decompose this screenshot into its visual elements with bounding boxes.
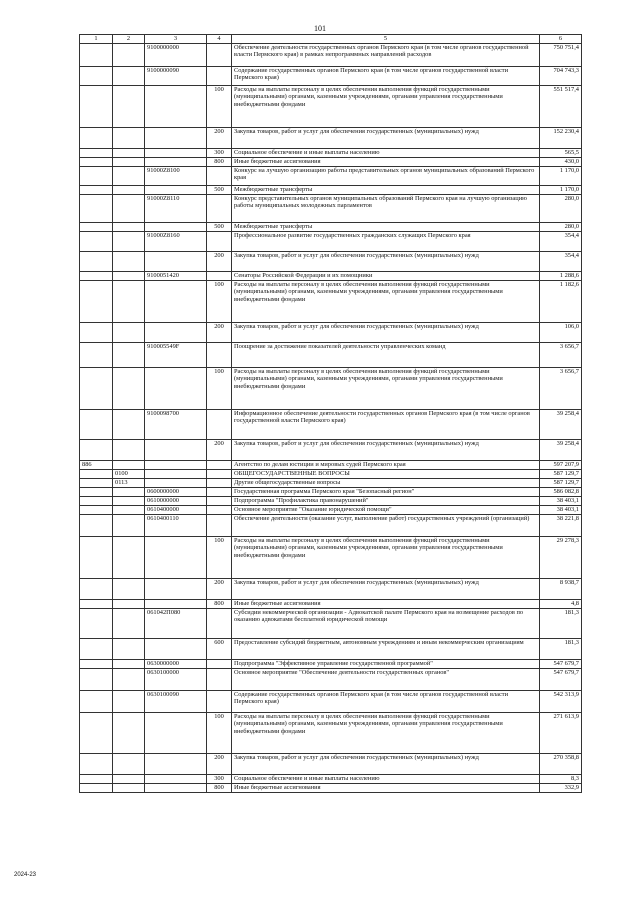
expense-type-cell: 300 (207, 774, 232, 783)
expense-type-cell (207, 271, 232, 280)
amount-cell: 39 258,4 (540, 439, 582, 460)
admin-code-cell (80, 608, 113, 638)
section-code-cell: 0113 (113, 478, 145, 487)
expense-type-cell: 200 (207, 439, 232, 460)
amount-cell: 1 170,0 (540, 185, 582, 194)
target-article-cell: 9100000090 (145, 66, 207, 85)
admin-code-cell (80, 668, 113, 690)
admin-code-cell (80, 148, 113, 157)
section-code-cell (113, 712, 145, 753)
description-cell: Закупка товаров, работ и услуг для обеспечения государственных (муниципальных) нужд (232, 322, 540, 342)
section-code-cell (113, 774, 145, 783)
amount-cell: 547 679,7 (540, 659, 582, 668)
admin-code-cell (80, 439, 113, 460)
description-cell: Социальное обеспечение и иные выплаты населению (232, 774, 540, 783)
table-row (80, 753, 582, 774)
expense-type-cell: 800 (207, 599, 232, 608)
description-cell: Поощрение за достижение показателей деятельности управленческих команд (232, 342, 540, 367)
section-code-cell (113, 514, 145, 536)
admin-code-cell (80, 85, 113, 127)
table-row (80, 409, 582, 439)
target-article-cell: 91000Z8110 (145, 194, 207, 222)
expense-type-cell: 100 (207, 536, 232, 578)
section-code-cell (113, 608, 145, 638)
table-row (80, 148, 582, 157)
expense-type-cell (207, 496, 232, 505)
section-code-cell (113, 43, 145, 66)
target-article-cell: 0610400110 (145, 514, 207, 536)
target-article-cell (145, 478, 207, 487)
description-cell: Межбюджетные трансферты (232, 222, 540, 231)
description-cell: Расходы на выплаты персоналу в целях обеспечения выполнения функций государственными (муниципальными) органами, казенными учреждениями, органами управления государственными внебюджетными фондами (232, 367, 540, 409)
target-article-cell: 91000Z8100 (145, 166, 207, 185)
section-code-cell (113, 342, 145, 367)
amount-cell: 551 517,4 (540, 85, 582, 127)
expense-type-cell: 200 (207, 251, 232, 271)
section-code-cell (113, 536, 145, 578)
target-article-cell: 061042П080 (145, 608, 207, 638)
table-body (80, 43, 582, 792)
admin-code-cell (80, 496, 113, 505)
admin-code-cell (80, 753, 113, 774)
table-row (80, 668, 582, 690)
amount-cell: 181,3 (540, 608, 582, 638)
amount-cell: 565,5 (540, 148, 582, 157)
target-article-cell (145, 157, 207, 166)
admin-code-cell (80, 66, 113, 85)
target-article-cell: 91000Z8160 (145, 231, 207, 251)
table-row (80, 774, 582, 783)
section-code-cell (113, 367, 145, 409)
admin-code-cell (80, 578, 113, 599)
section-code-cell (113, 599, 145, 608)
expense-type-cell (207, 166, 232, 185)
amount-cell: 704 743,3 (540, 66, 582, 85)
target-article-cell: 910005549F (145, 342, 207, 367)
target-article-cell (145, 322, 207, 342)
target-article-cell (145, 460, 207, 469)
admin-code-cell (80, 251, 113, 271)
target-article-cell (145, 185, 207, 194)
amount-cell: 181,3 (540, 638, 582, 659)
admin-code-cell (80, 774, 113, 783)
section-code-cell: 0100 (113, 469, 145, 478)
target-article-cell: 9100051420 (145, 271, 207, 280)
expense-type-cell (207, 690, 232, 712)
description-cell: Закупка товаров, работ и услуг для обеспечения государственных (муниципальных) нужд (232, 578, 540, 599)
target-article-cell: 0610400000 (145, 505, 207, 514)
target-article-cell (145, 536, 207, 578)
expense-type-cell (207, 514, 232, 536)
amount-cell: 270 358,8 (540, 753, 582, 774)
target-article-cell (145, 712, 207, 753)
page-number: 101 (314, 24, 326, 33)
expense-type-cell: 200 (207, 322, 232, 342)
section-code-cell (113, 280, 145, 322)
header-cell: 6 (540, 35, 582, 44)
section-code-cell (113, 222, 145, 231)
section-code-cell (113, 659, 145, 668)
description-cell: Основное мероприятие "Оказание юридической помощи" (232, 505, 540, 514)
admin-code-cell (80, 514, 113, 536)
expense-type-cell: 500 (207, 222, 232, 231)
section-code-cell (113, 496, 145, 505)
target-article-cell (145, 367, 207, 409)
amount-cell: 4,8 (540, 599, 582, 608)
target-article-cell (145, 469, 207, 478)
expense-type-cell: 200 (207, 127, 232, 148)
section-code-cell (113, 578, 145, 599)
budget-table (79, 34, 582, 793)
description-cell: Обеспечение деятельности (оказание услуг, выполнение работ) государственных учреждений (организаций) (232, 514, 540, 536)
section-code-cell (113, 439, 145, 460)
description-cell: Содержание государственных органов Пермского края (в том числе органов государственной власти Пермского края) (232, 66, 540, 85)
target-article-cell (145, 753, 207, 774)
admin-code-cell (80, 127, 113, 148)
amount-cell: 354,4 (540, 231, 582, 251)
description-cell: Расходы на выплаты персоналу в целях обеспечения выполнения функций государственными (муниципальными) органами, казенными учреждениями, органами управления государственными внебюджетными фондами (232, 85, 540, 127)
table-row (80, 505, 582, 514)
admin-code-cell (80, 194, 113, 222)
section-code-cell (113, 231, 145, 251)
description-cell: Обеспечение деятельности государственных органов Пермского края (в том числе органов государственной власти Пермского края) в рамках непрограммных направлений расходов (232, 43, 540, 66)
expense-type-cell (207, 231, 232, 251)
section-code-cell (113, 127, 145, 148)
amount-cell: 39 258,4 (540, 409, 582, 439)
admin-code-cell (80, 231, 113, 251)
target-article-cell (145, 638, 207, 659)
table-row (80, 185, 582, 194)
expense-type-cell (207, 668, 232, 690)
target-article-cell (145, 280, 207, 322)
description-cell: Информационное обеспечение деятельности государственных органов Пермского края (в том числе органов государственной власти Пермского края) (232, 409, 540, 439)
header-row (80, 35, 582, 44)
description-cell: Другие общегосударственные вопросы (232, 478, 540, 487)
description-cell: Подпрограмма "Эффективное управление государственной программой" (232, 659, 540, 668)
section-code-cell (113, 157, 145, 166)
footer-code: 2024-23 (14, 872, 37, 878)
target-article-cell (145, 439, 207, 460)
expense-type-cell: 100 (207, 712, 232, 753)
target-article-cell (145, 127, 207, 148)
expense-type-cell (207, 43, 232, 66)
table-row (80, 460, 582, 469)
section-code-cell (113, 487, 145, 496)
expense-type-cell (207, 194, 232, 222)
admin-code-cell (80, 43, 113, 66)
section-code-cell (113, 148, 145, 157)
description-cell: Содержание государственных органов Пермского края (в том числе органов государственной власти Пермского края) (232, 690, 540, 712)
expense-type-cell: 200 (207, 753, 232, 774)
admin-code-cell (80, 659, 113, 668)
admin-code-cell (80, 342, 113, 367)
amount-cell: 750 751,4 (540, 43, 582, 66)
description-cell: Субсидии некоммерческой организации - Адвокатской палате Пермского края на возмещение расходов по оказанию адвокатами бесплатной юридической помощи (232, 608, 540, 638)
admin-code-cell: 886 (80, 460, 113, 469)
admin-code-cell (80, 166, 113, 185)
table-row (80, 271, 582, 280)
expense-type-cell (207, 505, 232, 514)
description-cell: Иные бюджетные ассигнования (232, 599, 540, 608)
table-row (80, 127, 582, 148)
description-cell: Расходы на выплаты персоналу в целях обеспечения выполнения функций государственными (муниципальными) органами, казенными учреждениями, органами управления государственными внебюджетными фондами (232, 536, 540, 578)
amount-cell: 8,3 (540, 774, 582, 783)
amount-cell: 152 230,4 (540, 127, 582, 148)
amount-cell: 586 082,8 (540, 487, 582, 496)
table-row (80, 166, 582, 185)
description-cell: Закупка товаров, работ и услуг для обеспечения государственных (муниципальных) нужд (232, 753, 540, 774)
section-code-cell (113, 166, 145, 185)
description-cell: Государственная программа Пермского края "Безопасный регион" (232, 487, 540, 496)
expense-type-cell: 800 (207, 157, 232, 166)
section-code-cell (113, 690, 145, 712)
expense-type-cell: 800 (207, 783, 232, 792)
expense-type-cell (207, 469, 232, 478)
table-row (80, 342, 582, 367)
admin-code-cell (80, 599, 113, 608)
table-row (80, 194, 582, 222)
description-cell: Основное мероприятие "Обеспечение деятельности государственных органов" (232, 668, 540, 690)
header-cell: 2 (113, 35, 145, 44)
target-article-cell (145, 774, 207, 783)
section-code-cell (113, 505, 145, 514)
expense-type-cell (207, 608, 232, 638)
section-code-cell (113, 638, 145, 659)
admin-code-cell (80, 478, 113, 487)
description-cell: Иные бюджетные ассигнования (232, 157, 540, 166)
expense-type-cell: 300 (207, 148, 232, 157)
table-row (80, 469, 582, 478)
table-row (80, 487, 582, 496)
expense-type-cell (207, 342, 232, 367)
header-cell: 1 (80, 35, 113, 44)
target-article-cell: 0630100000 (145, 668, 207, 690)
description-cell: Закупка товаров, работ и услуг для обеспечения государственных (муниципальных) нужд (232, 251, 540, 271)
amount-cell: 38 403,1 (540, 505, 582, 514)
amount-cell: 1 288,6 (540, 271, 582, 280)
amount-cell: 38 403,1 (540, 496, 582, 505)
table-row (80, 514, 582, 536)
amount-cell: 542 313,9 (540, 690, 582, 712)
section-code-cell (113, 185, 145, 194)
admin-code-cell (80, 271, 113, 280)
amount-cell: 547 679,7 (540, 668, 582, 690)
amount-cell: 29 278,3 (540, 536, 582, 578)
admin-code-cell (80, 367, 113, 409)
description-cell: Закупка товаров, работ и услуг для обеспечения государственных (муниципальных) нужд (232, 127, 540, 148)
amount-cell: 332,9 (540, 783, 582, 792)
table-row (80, 157, 582, 166)
table-row (80, 536, 582, 578)
table-row (80, 690, 582, 712)
amount-cell: 587 129,7 (540, 469, 582, 478)
section-code-cell (113, 322, 145, 342)
description-cell: Подпрограмма "Профилактика правонарушений" (232, 496, 540, 505)
amount-cell: 38 221,8 (540, 514, 582, 536)
description-cell: Межбюджетные трансферты (232, 185, 540, 194)
table-row (80, 280, 582, 322)
description-cell: Сенаторы Российской Федерации и их помощники (232, 271, 540, 280)
target-article-cell (145, 251, 207, 271)
table-row (80, 712, 582, 753)
target-article-cell (145, 783, 207, 792)
admin-code-cell (80, 536, 113, 578)
amount-cell: 8 938,7 (540, 578, 582, 599)
target-article-cell (145, 599, 207, 608)
amount-cell: 106,0 (540, 322, 582, 342)
header-cell: 3 (145, 35, 207, 44)
amount-cell: 1 182,6 (540, 280, 582, 322)
expense-type-cell (207, 659, 232, 668)
amount-cell: 271 613,9 (540, 712, 582, 753)
table-row (80, 496, 582, 505)
header-cell: 5 (232, 35, 540, 44)
expense-type-cell: 600 (207, 638, 232, 659)
table-row (80, 659, 582, 668)
section-code-cell (113, 251, 145, 271)
table-row (80, 43, 582, 66)
amount-cell: 1 170,0 (540, 166, 582, 185)
expense-type-cell (207, 460, 232, 469)
table-row (80, 578, 582, 599)
table-row (80, 608, 582, 638)
expense-type-cell: 100 (207, 280, 232, 322)
amount-cell: 280,0 (540, 222, 582, 231)
description-cell: Социальное обеспечение и иные выплаты населению (232, 148, 540, 157)
description-cell: Расходы на выплаты персоналу в целях обеспечения выполнения функций государственными (муниципальными) органами, казенными учреждениями, органами управления государственными внебюджетными фондами (232, 280, 540, 322)
target-article-cell: 9100098700 (145, 409, 207, 439)
target-article-cell: 0630100090 (145, 690, 207, 712)
description-cell: ОБЩЕГОСУДАРСТВЕННЫЕ ВОПРОСЫ (232, 469, 540, 478)
amount-cell: 280,0 (540, 194, 582, 222)
admin-code-cell (80, 280, 113, 322)
table-row (80, 367, 582, 409)
table-row (80, 222, 582, 231)
table-row (80, 322, 582, 342)
admin-code-cell (80, 505, 113, 514)
description-cell: Агентство по делам юстиции и мировых судей Пермского края (232, 460, 540, 469)
table-row (80, 599, 582, 608)
expense-type-cell: 200 (207, 578, 232, 599)
header-cell: 4 (207, 35, 232, 44)
section-code-cell (113, 85, 145, 127)
table-row (80, 85, 582, 127)
target-article-cell: 0600000000 (145, 487, 207, 496)
admin-code-cell (80, 783, 113, 792)
admin-code-cell (80, 487, 113, 496)
section-code-cell (113, 66, 145, 85)
amount-cell: 597 207,9 (540, 460, 582, 469)
admin-code-cell (80, 157, 113, 166)
amount-cell: 587 129,7 (540, 478, 582, 487)
section-code-cell (113, 753, 145, 774)
description-cell: Конкурс на лучшую организацию работы представительных органов муниципальных образований Пермского края (232, 166, 540, 185)
target-article-cell (145, 148, 207, 157)
amount-cell: 3 656,7 (540, 367, 582, 409)
description-cell: Расходы на выплаты персоналу в целях обеспечения выполнения функций государственными (муниципальными) органами, казенными учреждениями, органами управления государственными внебюджетными фондами (232, 712, 540, 753)
expense-type-cell: 500 (207, 185, 232, 194)
expense-type-cell: 100 (207, 85, 232, 127)
section-code-cell (113, 783, 145, 792)
target-article-cell (145, 222, 207, 231)
expense-type-cell (207, 478, 232, 487)
table-row (80, 638, 582, 659)
table-row (80, 66, 582, 85)
target-article-cell (145, 85, 207, 127)
table-row (80, 251, 582, 271)
description-cell: Конкурс представительных органов муниципальных образований Пермского края на лучшую организацию работы муниципальных молодежных парламентов (232, 194, 540, 222)
target-article-cell: 0610000000 (145, 496, 207, 505)
description-cell: Закупка товаров, работ и услуг для обеспечения государственных (муниципальных) нужд (232, 439, 540, 460)
amount-cell: 354,4 (540, 251, 582, 271)
admin-code-cell (80, 690, 113, 712)
section-code-cell (113, 409, 145, 439)
admin-code-cell (80, 469, 113, 478)
description-cell: Предоставление субсидий бюджетным, автономным учреждениям и иным некоммерческим организациям (232, 638, 540, 659)
admin-code-cell (80, 409, 113, 439)
admin-code-cell (80, 638, 113, 659)
target-article-cell: 0630000000 (145, 659, 207, 668)
section-code-cell (113, 460, 145, 469)
table-row (80, 783, 582, 792)
target-article-cell: 9100000000 (145, 43, 207, 66)
admin-code-cell (80, 712, 113, 753)
section-code-cell (113, 194, 145, 222)
description-cell: Профессиональное развитие государственных гражданских служащих Пермского края (232, 231, 540, 251)
section-code-cell (113, 271, 145, 280)
expense-type-cell: 100 (207, 367, 232, 409)
table-row (80, 478, 582, 487)
expense-type-cell (207, 66, 232, 85)
expense-type-cell (207, 409, 232, 439)
section-code-cell (113, 668, 145, 690)
target-article-cell (145, 578, 207, 599)
amount-cell: 3 656,7 (540, 342, 582, 367)
expense-type-cell (207, 487, 232, 496)
table-row (80, 439, 582, 460)
admin-code-cell (80, 185, 113, 194)
description-cell: Иные бюджетные ассигнования (232, 783, 540, 792)
admin-code-cell (80, 322, 113, 342)
amount-cell: 430,0 (540, 157, 582, 166)
table-row (80, 231, 582, 251)
admin-code-cell (80, 222, 113, 231)
